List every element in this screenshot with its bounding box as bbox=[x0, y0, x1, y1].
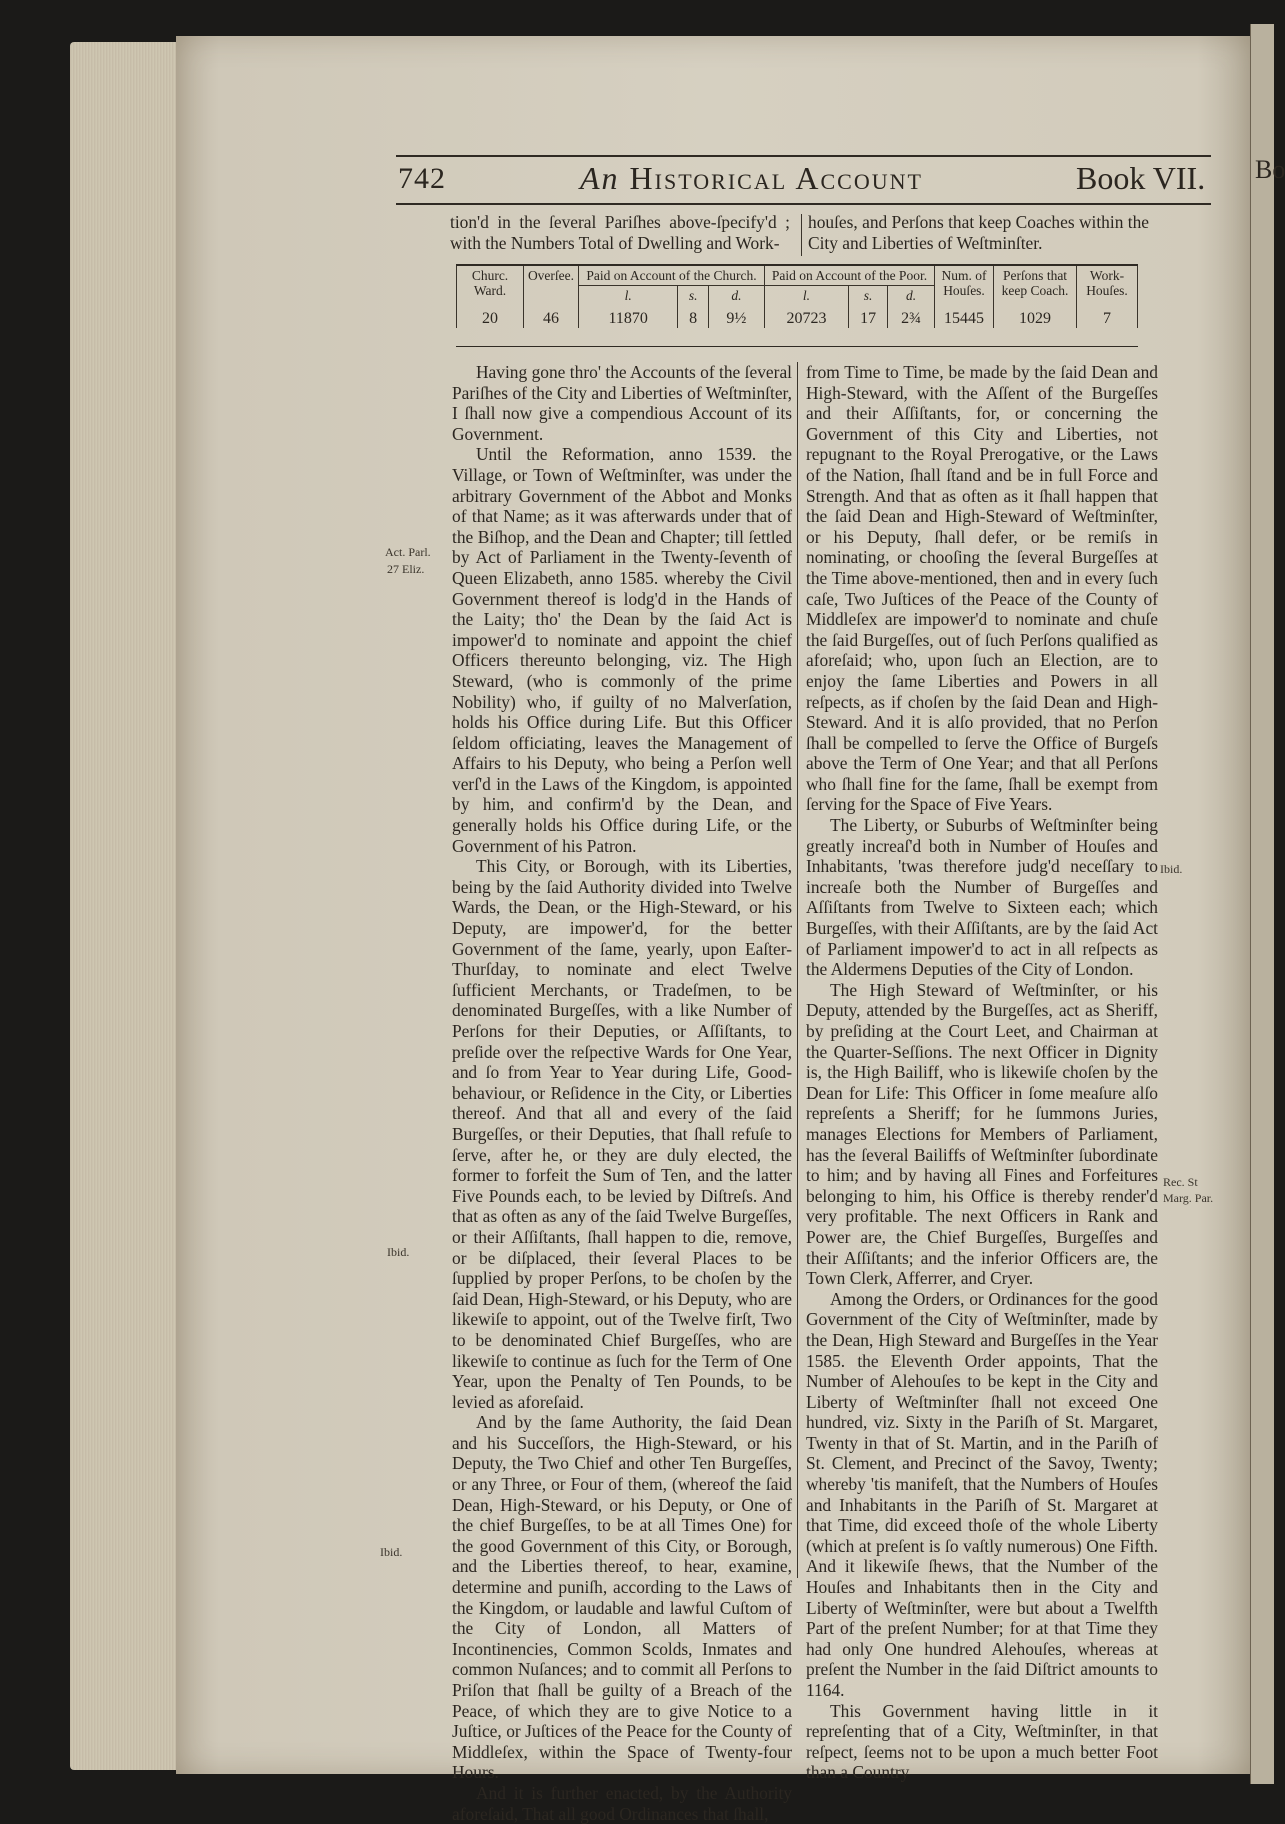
th-church: Paid on Account of the Church. bbox=[579, 266, 765, 286]
table-bottom-rule bbox=[456, 346, 1138, 347]
title-main: Historical Account bbox=[629, 160, 923, 196]
left-column bbox=[452, 362, 792, 1824]
val-work: 7 bbox=[1077, 305, 1138, 328]
th-work: Work-Houſes. bbox=[1077, 266, 1138, 305]
th-coach: Perſons that keep Coach. bbox=[994, 266, 1077, 305]
next-page-edge bbox=[1250, 24, 1274, 1784]
paragraph: The High Steward of Weſtminſter, or his Deputy, attended by the Burgeſſes, act as Sheriff, by preſiding at the Court Leet, and Chairman at the Quarter-Seſſions. The next Officer in Dignity is, the High Bailiff, who is likewiſe choſen by the Dean for Life: This Officer in ſome meaſure alſo repreſents a Sheriff; for he ſummons Juries, manages Elections for Members of Parliament, has the ſeveral Bailiffs of Weſtminſter ſubordinate to him; and by having all Fines and Forfeitures belonging to him, his Office is thereby render'd very profitable. The next Officers in Rank and Power are, the Chief Burgeſſes, Burgeſſes and their Aſſiſtants; and the inferior Officers are, the Town Clerk, Afferrer, and Cryer. bbox=[806, 979, 1158, 1289]
statistics-table bbox=[456, 266, 1138, 328]
margin-note-ibid: Ibid. bbox=[387, 1245, 410, 1259]
paragraph: The Liberty, or Suburbs of Weſtminſter being greatly increaſ'd both in Number of Houſes and Inhabitants, 'twas therefore judg'd neceſſary to increaſe both the Number of Burgeſſes and Aſſiſtants from Twelve to Sixteen each; which Burgeſſes, with their Aſſiſtants, are by the ſaid Act of Parliament impower'd to act in all reſpects as the Aldermens Deputies of the City of London. bbox=[806, 815, 1158, 980]
intro-divider bbox=[801, 214, 802, 256]
val-houses: 15445 bbox=[935, 305, 994, 328]
th-church-s: s. bbox=[678, 286, 709, 306]
val-church-l: 11870 bbox=[579, 305, 678, 328]
val-church-ward: 20 bbox=[457, 305, 524, 328]
margin-note-ibid: Ibid. bbox=[1160, 862, 1183, 876]
paragraph: Among the Orders, or Ordinances for the good Government of the City of Weſtminſter, made by the Dean, High Steward and Burgeſſes in the Year 1585. the Eleventh Order appoints, That the Number of Alehouſes to be kept in the City and Liberty of Weſtminſter ſhall not exceed One hundred, viz. Sixty in the Pariſh of St. Margaret, Twenty in that of St. Martin, and in the Pariſh of St. Clement, and Precinct of the Savoy, Twenty; whereby 'tis manifeſt, that the Numbers of Houſes and Inhabitants in the Pariſh of St. Margaret at that Time, did exceed thoſe of the whole Liberty (which at preſent is ſo vaſtly numerous) One Fifth. And it likewiſe ſhews, that the Number of the Houſes and Inhabitants then in the City and Liberty of Weſtminſter, were but about a Twelfth Part of the preſent Number; for at that Time they had only One hundred Alehouſes, whereas at preſent the Number in the ſaid Diſtrict amounts to 1164. bbox=[806, 1288, 1158, 1700]
val-church-d: 9½ bbox=[708, 305, 764, 328]
paragraph: This Government having little in it repreſenting that of a City, Weſtminſter, in that reſpect, ſeems not to be upon a much better Foot than a Country bbox=[806, 1700, 1158, 1783]
page-edges bbox=[70, 42, 178, 1770]
intro-left: tion'd in the ſeveral Pariſhes above-ſpecify'd ; with the Numbers Total of Dwelling and Work- bbox=[450, 212, 790, 253]
column-divider bbox=[797, 362, 798, 1578]
val-coach: 1029 bbox=[994, 305, 1077, 328]
intro-right: houſes, and Perſons that keep Coaches within the City and Liberties of Weſtminſter. bbox=[808, 212, 1149, 253]
page-number: 742 bbox=[398, 162, 446, 195]
th-church-ward: Churc. Ward. bbox=[457, 266, 524, 305]
th-church-l: l. bbox=[579, 286, 678, 306]
paragraph: This City, or Borough, with its Liberties, being by the ſaid Authority divided into Twelve Wards, the Dean, or the High-Steward, or his Deputy, are impower'd, for the better Government of the ſame, yearly, upon Eaſter-Thurſday, to nominate and elect Twelve ſufficient Merchants, or Tradeſmen, to be denominated Burgeſſes, with a like Number of Perſons for their Deputies, or Aſſiſtants, to preſide over the reſpective Wards for One Year, and ſo from Year to Year during Life, Good-behaviour, or Reſidence in the City, or Liberties thereof. And that all and every of the ſaid Burgeſſes, or their Deputies, that ſhall refuſe to ſerve, after he, or they are duly elected, the former to forfeit the Sum of Ten, and the latter Five Pounds each, to be levied by Diſtreſs. And that as often as any of the ſaid Twelve Burgeſſes, or their Aſſiſtants, ſhall happen to die, remove, or be diſplaced, their ſeveral Places to be ſupplied by proper Perſons, to be choſen by the ſaid Dean, High-Steward, or his Deputy, who are likewiſe to appoint, out of the Twelve firſt, Two to be denominated Chief Burgeſſes, who are likewiſe to continue as ſuch for the Term of One Year, upon the Penalty of Ten Pounds, to be levied as aforeſaid. bbox=[452, 856, 792, 1412]
margin-note-act-parl: Act. Parl. bbox=[385, 545, 431, 559]
title-prefix: An bbox=[580, 160, 620, 196]
paragraph: from Time to Time, be made by the ſaid Dean and High-Steward, with the Aſſent of the Burgeſſes and their Aſſiſtants, for, or concerning the Government of this City and Liberties, not repugnant to the Royal Prerogative, or the Laws of the Nation, ſhall ſtand and be in full Force and Strength. And that as often as it ſhall happen that the ſaid Dean and High-Steward of Weſtminſter, or his Deputy, ſhall defer, or be remiſs in nominating, or chooſing the ſeveral Burgeſſes at the Time above-mentioned, then and in every ſuch caſe, Two Juſtices of the Peace of the County of Middleſex are impower'd to nominate and chuſe the ſaid Burgeſſes, out of ſuch Perſons qualified as aforeſaid; who, upon ſuch an Election, are to enjoy the ſame Liberties and Powers in all reſpects, as if choſen by the ſaid Dean and High-Steward. And it is alſo provided, that no Perſon ſhall be compelled to ſerve the Office of Burgeſs above the Term of One Year; and that all Perſons who ſhall fine for the ſame, ſhall be exempt from ſerving for the Space of Five Years. bbox=[806, 362, 1158, 815]
val-oversee: 46 bbox=[524, 305, 579, 328]
paragraph: Having gone thro' the Accounts of the ſeveral Pariſhes of the City and Liberties of Weſtminſter, I ſhall now give a compendious Account of its Government. bbox=[452, 362, 792, 444]
next-page-heading-fragment: Bo bbox=[1255, 155, 1285, 184]
paragraph: Until the Reformation, anno 1539. the Village, or Town of Weſtminſter, was under the arbitrary Government of the Abbot and Monks of that Name; as it was afterwards under that of the Biſhop, and the Dean and Chapter; till ſettled by Act of Parliament in the Twenty-ſeventh of Queen Elizabeth, anno 1585. whereby the Civil Government thereof is lodg'd in the Hands of the Laity; tho' the Dean by the ſaid Act is impower'd to nominate and appoint the chief Officers thereunto belonging, viz. The High Steward, (who is commonly of the prime Nobility) who, if guilty of no Malverſation, holds his Office during Life. But this Officer ſeldom officiating, leaves the Management of Affairs to his Deputy, who being a Perſon well verſ'd in the Laws of the Kingdom, is appointed by him, and confirm'd by the Dean, and generally holds his Office during Life, or the Government of his Patron. bbox=[452, 444, 792, 856]
th-poor-s: s. bbox=[849, 286, 888, 306]
paragraph: And it is further enacted, by the Authority aforeſaid, That all good Ordinances that ſhall, bbox=[452, 1782, 792, 1824]
header-rule-bottom bbox=[396, 203, 1211, 205]
right-column bbox=[806, 362, 1158, 1783]
th-oversee: Overſee. bbox=[524, 266, 579, 305]
margin-note-marg-par: Marg. Par. bbox=[1163, 1191, 1214, 1205]
val-poor-s: 17 bbox=[849, 305, 888, 328]
book-label: Book VII. bbox=[1076, 160, 1206, 196]
th-poor-l: l. bbox=[764, 286, 848, 306]
margin-note-ibid: Ibid. bbox=[380, 1545, 403, 1559]
val-poor-l: 20723 bbox=[764, 305, 848, 328]
th-houses: Num. of Houſes. bbox=[935, 266, 994, 305]
th-poor: Paid on Account of the Poor. bbox=[764, 266, 934, 286]
th-church-d: d. bbox=[708, 286, 764, 306]
header-rule-top bbox=[396, 155, 1211, 157]
th-poor-d: d. bbox=[888, 286, 935, 306]
val-poor-d: 2¾ bbox=[888, 305, 935, 328]
val-church-s: 8 bbox=[678, 305, 709, 328]
running-title bbox=[580, 160, 923, 197]
paragraph: And by the ſame Authority, the ſaid Dean and his Succeſſors, the High-Steward, or his Deputy, the Two Chief and other Ten Burgeſſes, or any Three, or Four of them, (whereof the ſaid Dean, High-Steward, or his Deputy, or One of the chief Burgeſſes, to be at all Times One) for the good Government of this City, or Borough, and the Liberties thereof, to hear, examine, determine and puniſh, according to the Laws of the Kingdom, or laudable and lawful Cuſtom of the City of London, all Matters of Incontinencies, Common Scolds, Inmates and common Nuſances; and to commit all Perſons to Priſon that ſhall be guilty of a Breach of the Peace, of which they are to give Notice to a Juſtice, or Juſtices of the Peace for the County of Middleſex, within the Space of Twenty-four Hours. bbox=[452, 1412, 792, 1783]
margin-note-rec-st: Rec. St bbox=[1163, 1175, 1198, 1189]
margin-note-eliz: 27 Eliz. bbox=[387, 562, 425, 576]
